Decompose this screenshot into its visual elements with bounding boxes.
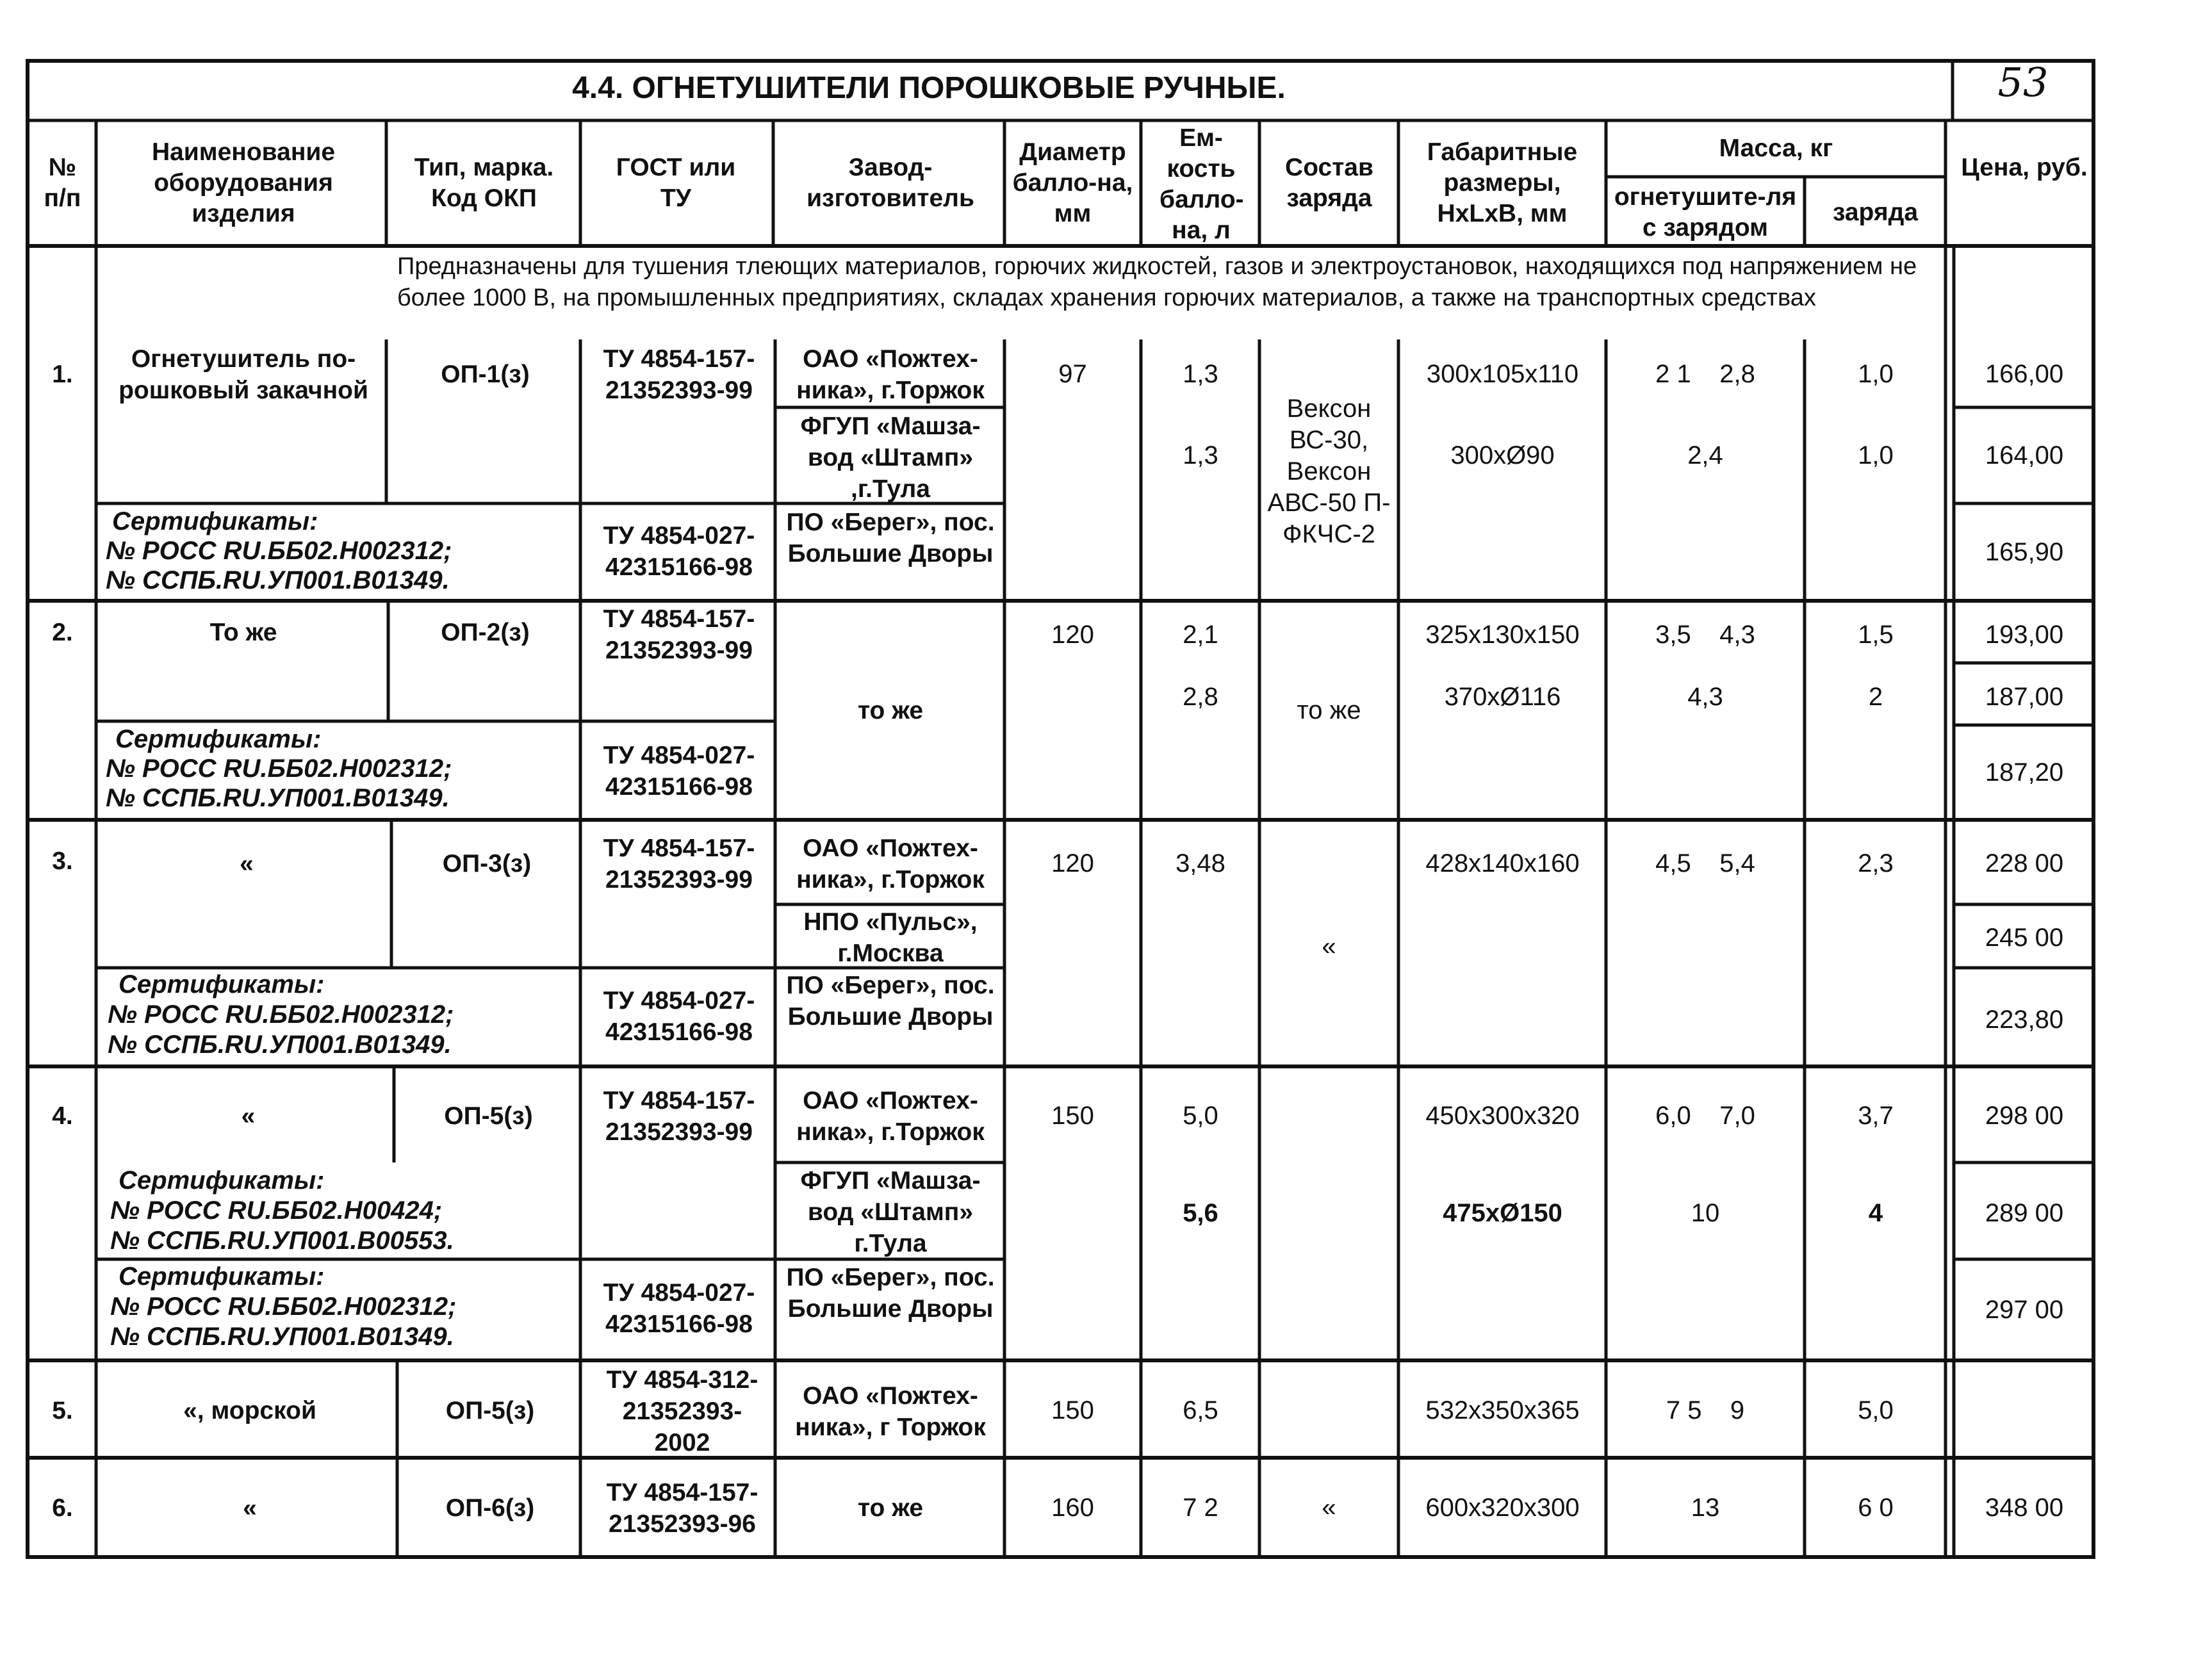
row3-diameter: 120 xyxy=(1051,849,1094,877)
row3-mass-total-a: 4,5 xyxy=(1655,849,1691,877)
row1-price1: 166,00 xyxy=(1985,360,2064,388)
row1-price2: 164,00 xyxy=(1985,441,2064,469)
row4-cert-a-label: Сертификаты: xyxy=(119,1166,325,1195)
row3-cert-2: № ССПБ.RU.УП001.В01349. xyxy=(108,1031,452,1059)
row4-gost2: ТУ 4854-027-42315166-98 xyxy=(603,1279,755,1338)
row6-type: ОП-6(з) xyxy=(445,1494,535,1522)
row2-mass-charge2: 2 xyxy=(1868,683,1883,711)
header-mass-total: огнетушите-ля с зарядом xyxy=(1614,183,1797,241)
row5-mass-total-a: 7 5 xyxy=(1666,1396,1702,1424)
row1-mass-charge2: 1,0 xyxy=(1858,441,1894,469)
row3-gost2: ТУ 4854-027-42315166-98 xyxy=(603,987,755,1046)
row2-type: ОП-2(з) xyxy=(441,619,530,646)
row3-price2: 245 00 xyxy=(1985,924,2064,952)
row2-mass-total2: 4,3 xyxy=(1687,683,1723,711)
row4-mass-total1-a: 6,0 xyxy=(1655,1102,1691,1130)
row4-dims1: 450x300x320 xyxy=(1425,1102,1580,1130)
row1-maker2: ФГУП «Машза-вод «Штамп» ,г.Тула xyxy=(800,412,981,503)
row4-maker1: ОАО «Пожтех-ника», г.Торжок xyxy=(796,1087,985,1146)
header-diameter: Диаметр балло-на, мм xyxy=(1012,138,1133,227)
row5-maker: ОАО «Пожтех-ника», г Торжок xyxy=(795,1382,986,1441)
row2-cert-1: № РОСС RU.ББ02.Н002312; xyxy=(106,755,452,783)
row2-charge: то же xyxy=(1297,696,1361,724)
row1-type: ОП-1(з) xyxy=(441,361,530,388)
row3-maker2: НПО «Пульс», г.Москва xyxy=(803,908,978,967)
row5-mass-total-b: 9 xyxy=(1730,1396,1745,1424)
row5-gost: ТУ 4854-312-21352393-2002 xyxy=(606,1366,758,1456)
row2-mass-charge1: 1,5 xyxy=(1858,621,1894,649)
row2-num: 2. xyxy=(52,619,73,646)
header-gost: ГОСТ или ТУ xyxy=(616,154,736,212)
row3-gost1: ТУ 4854-157-21352393-99 xyxy=(603,835,755,893)
row4-mass-total1 xyxy=(1609,1100,1801,1132)
row6-capacity: 7 2 xyxy=(1183,1494,1218,1522)
header-name: Наименование оборудования изделия xyxy=(151,138,336,227)
row4-maker2: ФГУП «Машза-вод «Штамп» г.Тула xyxy=(800,1167,981,1257)
row4-name: « xyxy=(241,1102,256,1130)
row5-mass-charge: 5,0 xyxy=(1858,1396,1894,1424)
row2-name: То же xyxy=(209,619,277,646)
row6-gost: ТУ 4854-157-21352393-96 xyxy=(606,1479,758,1538)
row6-mass-charge: 6 0 xyxy=(1858,1494,1894,1522)
row1-price3: 165,90 xyxy=(1985,538,2064,566)
row3-price1: 228 00 xyxy=(1985,849,2064,877)
header-mass: Масса, кг xyxy=(1719,135,1833,162)
row4-mass-total2: 10 xyxy=(1691,1199,1720,1227)
row2-mass-total1 xyxy=(1609,619,1801,651)
row3-maker1: ОАО «Пожтех-ника», г.Торжок xyxy=(796,835,985,893)
row1-num: 1. xyxy=(52,361,73,388)
row4-diameter: 150 xyxy=(1051,1102,1094,1130)
row6-maker: то же xyxy=(857,1494,924,1522)
row2-capacity2: 2,8 xyxy=(1183,683,1218,711)
row3-capacity: 3,48 xyxy=(1176,849,1225,877)
row1-dims1: 300x105x110 xyxy=(1426,360,1579,388)
row3-cert-1: № РОСС RU.ББ02.Н002312; xyxy=(108,1000,454,1029)
row1-name: Огнетушитель по-рошковый закачной xyxy=(119,345,368,404)
row2-mass-total1-a: 3,5 xyxy=(1655,621,1691,649)
row4-cert-a-1: № РОСС RU.ББ02.Н00424; xyxy=(110,1196,443,1225)
row2-mass-total1-b: 4,3 xyxy=(1719,621,1755,649)
row5-diameter: 150 xyxy=(1051,1396,1094,1424)
row2-price1: 193,00 xyxy=(1985,621,2064,649)
header-dims: Габаритные размеры, НxLxВ, мм xyxy=(1427,138,1578,227)
purpose-text: Предназначены для тушения тлеющих материалов, горючих жидкостей, газов и электроустановок, находящихся под напряжением не более 1000 В, на промышленных предприятиях, складах хранения горючих материалов, а также на транспортных средствах xyxy=(397,253,1917,311)
row5-capacity: 6,5 xyxy=(1183,1396,1218,1424)
row4-type: ОП-5(з) xyxy=(444,1102,533,1130)
row3-price3: 223,80 xyxy=(1985,1006,2064,1034)
row4-dims2: 475xØ150 xyxy=(1443,1199,1562,1227)
row4-maker3: ПО «Берег», пос. Большие Дворы xyxy=(786,1264,995,1323)
row4-price3: 297 00 xyxy=(1985,1296,2064,1324)
header-capacity: Ем-кость балло-на, л xyxy=(1159,124,1244,244)
row1-gost1: ТУ 4854-157-21352393-99 xyxy=(603,345,755,404)
row4-mass-total1-b: 7,0 xyxy=(1719,1102,1755,1130)
row2-maker: то же xyxy=(857,697,924,724)
row1-dims2: 300xØ90 xyxy=(1450,441,1555,469)
row4-price1: 298 00 xyxy=(1985,1102,2064,1130)
row2-diameter: 120 xyxy=(1051,621,1094,649)
row2-dims1: 325x130x150 xyxy=(1425,621,1580,649)
row1-cert-2: № ССПБ.RU.УП001.В01349. xyxy=(106,566,450,594)
row6-mass-total: 13 xyxy=(1691,1494,1720,1522)
header-num: № п/п xyxy=(44,154,81,212)
row2-gost2: ТУ 4854-027-42315166-98 xyxy=(603,742,755,801)
row1-cert-label: Сертификаты: xyxy=(112,507,318,535)
row4-cert-a-2: № ССПБ.RU.УП001.В00553. xyxy=(110,1227,454,1255)
header-charge: Состав заряда xyxy=(1285,154,1373,212)
header-type: Тип, марка. Код ОКП xyxy=(414,154,554,212)
row6-price: 348 00 xyxy=(1985,1494,2064,1522)
row6-diameter: 160 xyxy=(1051,1494,1094,1522)
row1-charge: Вексон ВС-30, Вексон АВС-50 П-ФКЧС-2 xyxy=(1267,395,1391,548)
row4-mass-charge2: 4 xyxy=(1868,1199,1883,1227)
row1-mass-total2: 2,4 xyxy=(1687,441,1723,469)
row3-mass-charge: 2,3 xyxy=(1858,849,1894,877)
header-maker: Завод-изготовитель xyxy=(807,154,974,212)
row3-num: 3. xyxy=(52,847,73,875)
row1-mass-total1-b: 2,8 xyxy=(1719,360,1755,388)
page-number: 53 xyxy=(1997,59,2049,106)
row4-mass-charge1: 3,7 xyxy=(1858,1102,1894,1130)
row5-dims: 532x350x365 xyxy=(1425,1396,1580,1424)
row5-type: ОП-5(з) xyxy=(445,1397,535,1424)
row6-dims: 600x320x300 xyxy=(1425,1494,1580,1522)
row1-diameter: 97 xyxy=(1058,360,1087,388)
row1-gost2: ТУ 4854-027-42315166-98 xyxy=(603,522,755,581)
row3-charge: « xyxy=(1322,933,1336,961)
row5-name: «, морской xyxy=(183,1397,316,1424)
row1-mass-total1 xyxy=(1609,359,1801,390)
row3-mass-total-b: 5,4 xyxy=(1719,849,1755,877)
row1-capacity1: 1,3 xyxy=(1183,360,1218,388)
row2-price2: 187,00 xyxy=(1985,683,2064,711)
row5-num: 5. xyxy=(52,1397,73,1424)
row2-price3: 187,20 xyxy=(1985,758,2064,787)
row2-cert-2: № ССПБ.RU.УП001.В01349. xyxy=(106,784,450,812)
row1-maker1: ОАО «Пожтех-ника», г.Торжок xyxy=(796,345,985,404)
row4-capacity2: 5,6 xyxy=(1183,1199,1218,1227)
row4-gost1: ТУ 4854-157-21352393-99 xyxy=(603,1087,755,1146)
row2-dims2: 370xØ116 xyxy=(1444,683,1561,711)
row4-cert-b-1: № РОСС RU.ББ02.Н002312; xyxy=(110,1293,457,1321)
row3-maker3: ПО «Берег», пос. Большие Дворы xyxy=(786,972,995,1031)
row4-cert-b-2: № ССПБ.RU.УП001.В01349. xyxy=(110,1323,454,1351)
row2-gost1: ТУ 4854-157-21352393-99 xyxy=(603,605,755,664)
row1-maker3: ПО «Берег», пос. Большие Дворы xyxy=(786,509,995,567)
row6-num: 6. xyxy=(52,1494,73,1522)
row6-charge: « xyxy=(1322,1494,1336,1522)
row3-name: « xyxy=(240,850,254,877)
row4-price2: 289 00 xyxy=(1985,1199,2064,1227)
row4-cert-b-label: Сертификаты: xyxy=(119,1262,325,1291)
row3-mass-total xyxy=(1609,848,1801,879)
row2-capacity1: 2,1 xyxy=(1183,621,1218,649)
row1-capacity2: 1,3 xyxy=(1183,441,1218,469)
row3-cert-label: Сертификаты: xyxy=(119,970,325,999)
row5-mass-total xyxy=(1609,1395,1801,1426)
row6-name: « xyxy=(243,1494,257,1522)
row3-dims: 428x140x160 xyxy=(1425,849,1580,877)
row3-type: ОП-3(з) xyxy=(442,850,532,877)
row1-mass-charge1: 1,0 xyxy=(1858,360,1894,388)
row1-mass-total1-a: 2 1 xyxy=(1655,360,1691,388)
header-mass-charge: заряда xyxy=(1832,199,1919,226)
row4-num: 4. xyxy=(52,1102,73,1130)
row2-cert-label: Сертификаты: xyxy=(115,725,322,753)
row4-capacity1: 5,0 xyxy=(1183,1102,1218,1130)
page-title: 4.4. ОГНЕТУШИТЕЛИ ПОРОШКОВЫЕ РУЧНЫЕ. xyxy=(572,71,1286,105)
row1-cert-1: № РОСС RU.ББ02.Н002312; xyxy=(106,537,452,565)
header-price: Цена, руб. xyxy=(1961,154,2088,181)
